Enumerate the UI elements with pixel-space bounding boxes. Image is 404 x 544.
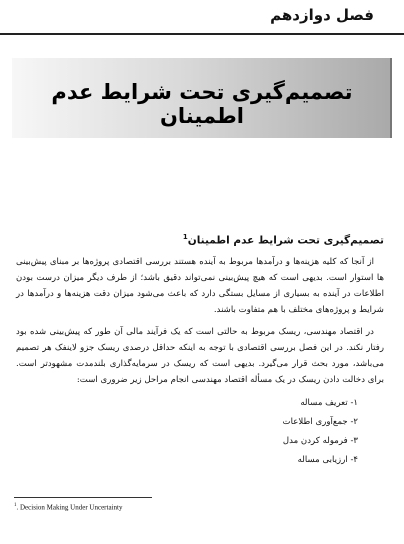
paragraph-1: از آنجا که کلیه هزینه‌ها و درآمدها مربوط به آینده هستند بررسی اقتصادی پروژه‌ها بر مبنای پیش‌بینی ها استوار است. بدیهی است که هیچ پیش‌بینی نمی‌تواند دقیق باشد؛ از طرف دیگر میزان درست بودن اطلاعات در آینده به بسیاری از مسایل بستگی دارد که باعث می‌شود میزان دقت هزینه‌ها و درآمدها در شرایط و پروژه‌های مختلف با هم متفاوت باشند. xyxy=(16,256,384,315)
footnote-number: 1 xyxy=(14,503,17,508)
paragraph-2: در اقتصاد مهندسی، ریسک مربوط به حالتی است که یک فرآیند مالی آن طور که پیش‌بینی شده بود رفتار نکند. در این فصل بررسی اقتصادی با توجه به اینکه حداقل درصدی ریسک جزو لاینفک هر تصمیم می‌باشد، مورد بحث قرار می‌گیرد. بدیهی است که ریسک در سرمایه‌گذاری بلندمدت مشهودتر است. برای دخالت دادن ریسک در یک مسأله اقتصاد مهندسی انجام مراحل زیر ضروری است: xyxy=(16,326,384,385)
list-item: ۲- جمع‌آوری اطلاعات xyxy=(282,416,358,427)
list-item: ۳- فرموله کردن مدل xyxy=(282,435,358,446)
footnote xyxy=(14,503,122,511)
chapter-divider xyxy=(0,33,404,35)
steps-list xyxy=(16,394,358,470)
footnote-ref: 1 xyxy=(182,233,188,241)
list-item: ۴- ارزیابی مساله xyxy=(297,454,358,465)
footnote-divider xyxy=(14,497,152,498)
section-heading xyxy=(16,228,384,250)
footnote-text: . Decision Making Under Uncertainty xyxy=(16,503,123,512)
list-item: ۱- تعریف مساله xyxy=(300,397,358,408)
section-heading-text: تصمیم‌گیری تحت شرایط عدم اطمینان xyxy=(187,234,384,247)
chapter-title: تصمیم‌گیری تحت شرایط عدم اطمینان xyxy=(51,80,353,128)
main-content xyxy=(16,228,384,470)
chapter-label: فصل دوازدهم xyxy=(270,6,374,24)
